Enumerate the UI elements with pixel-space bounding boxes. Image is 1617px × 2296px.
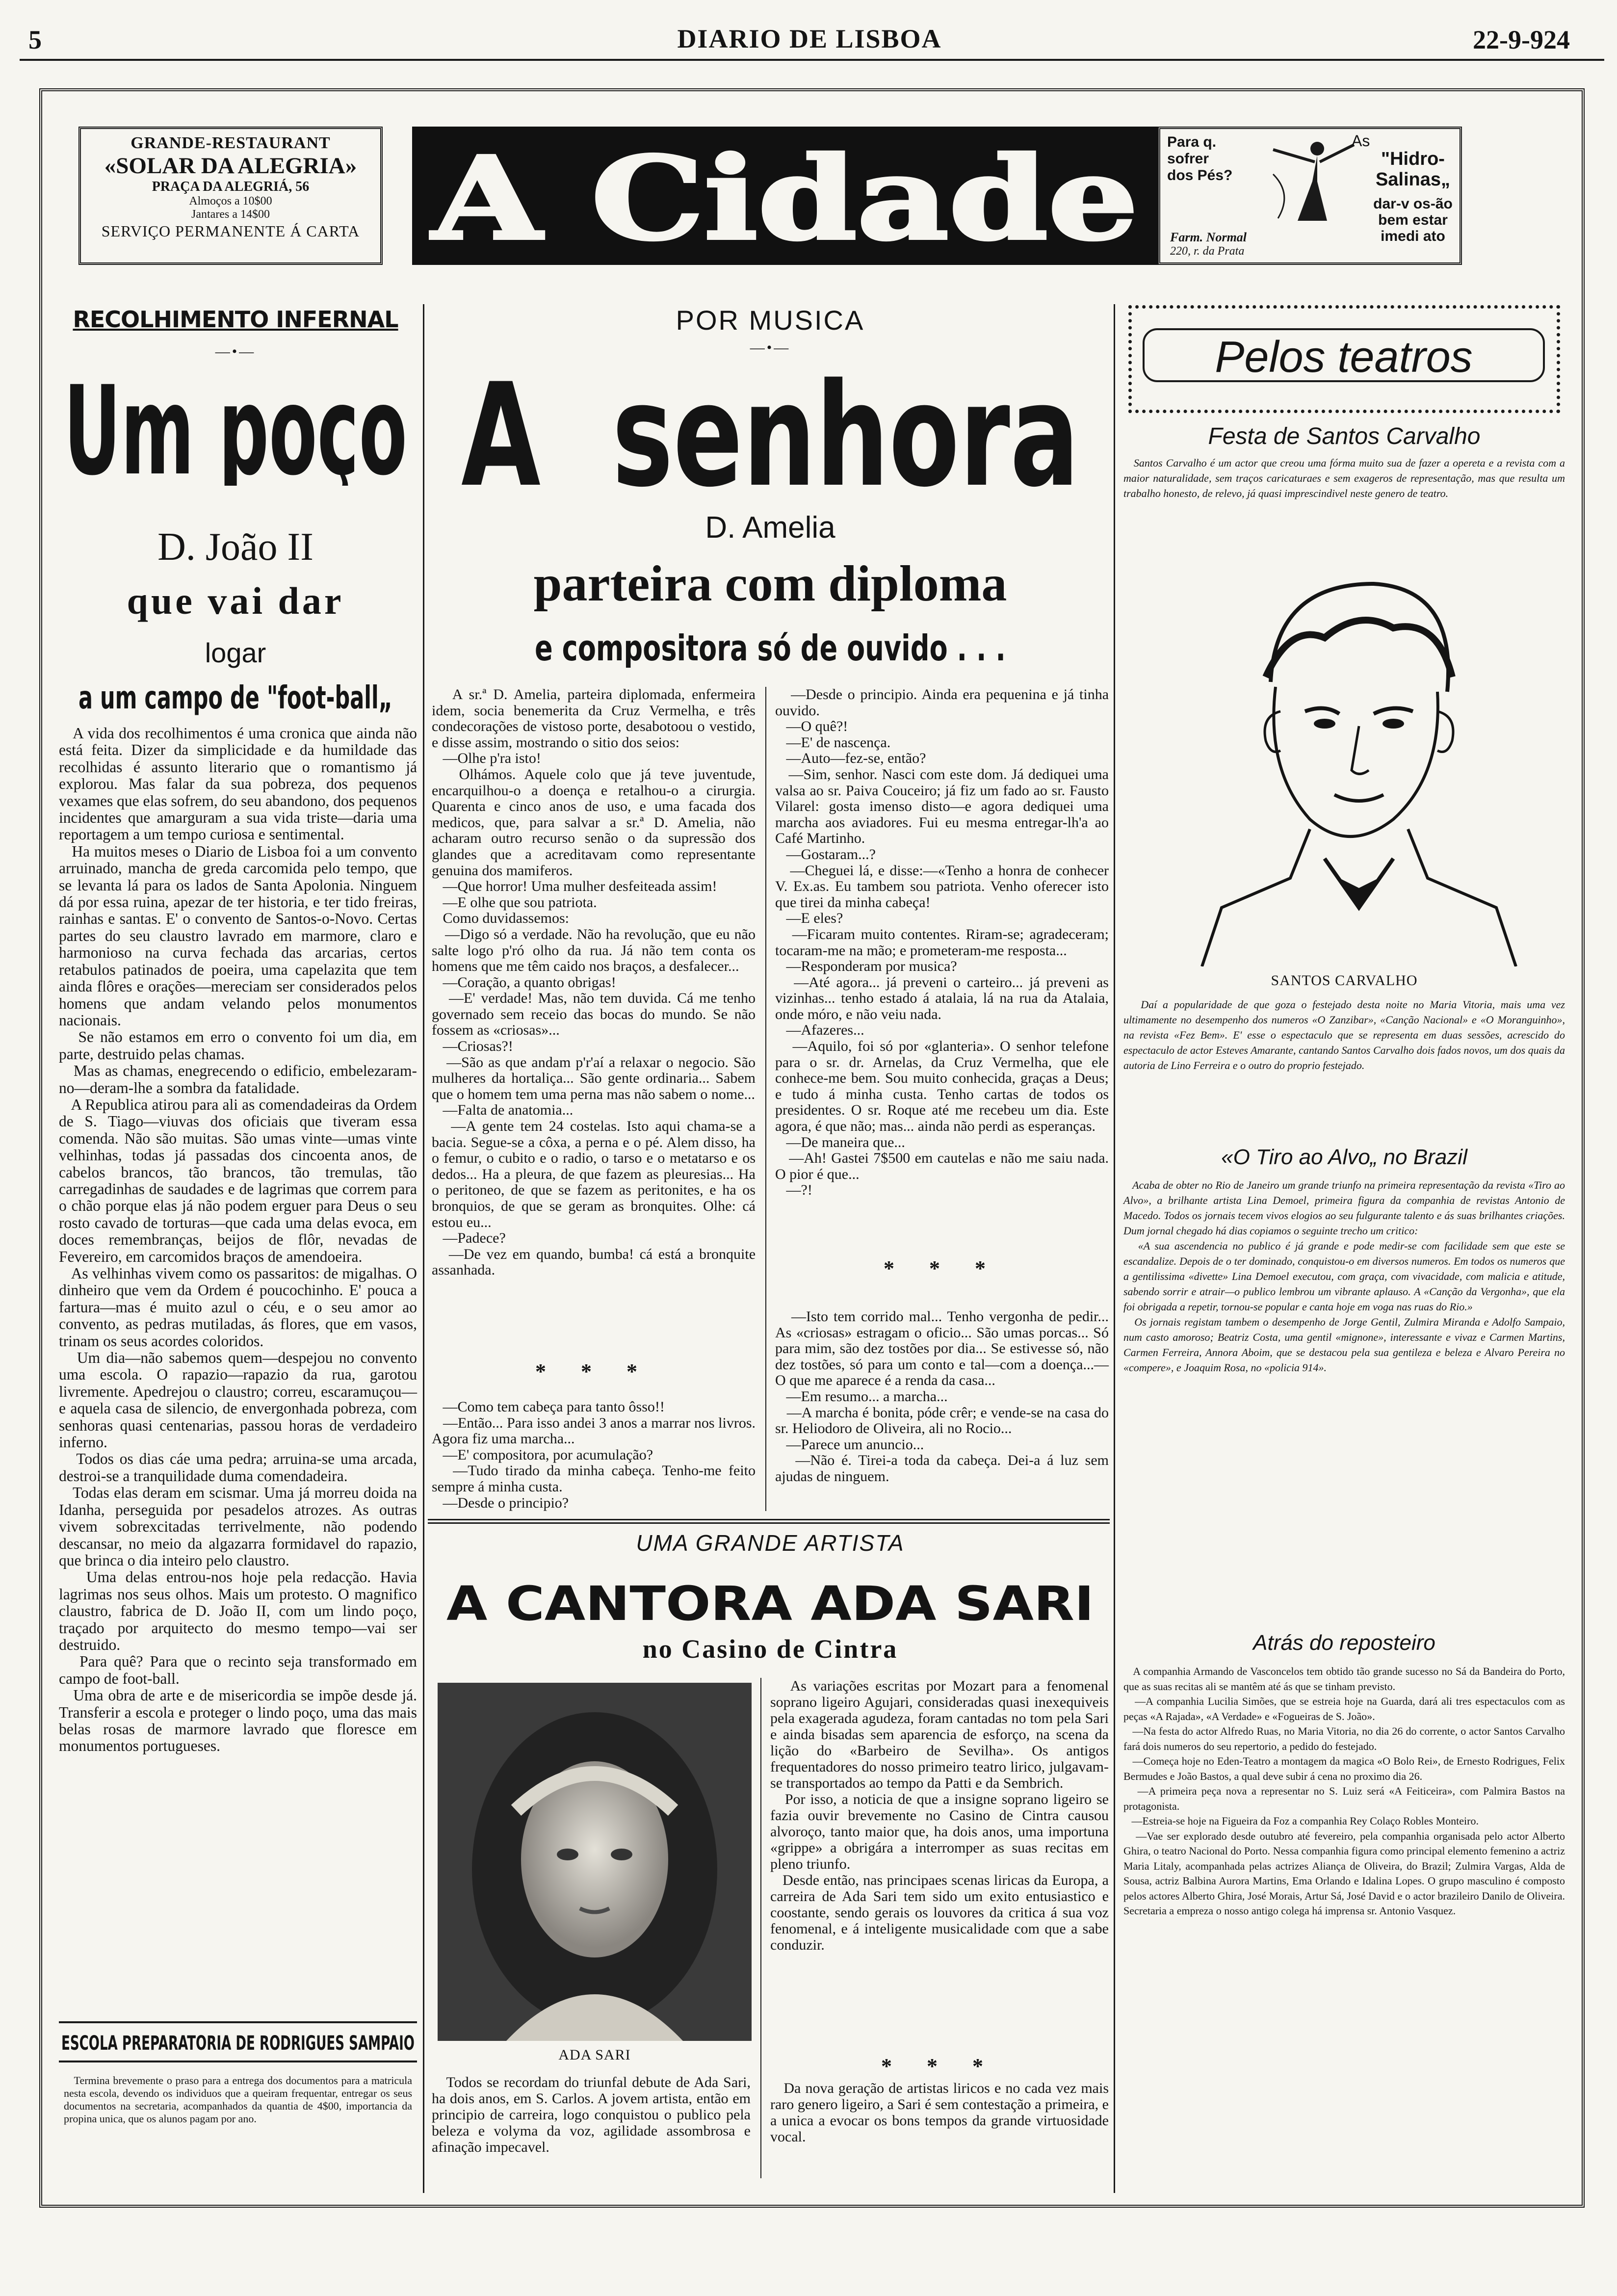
col1-body: A vida dos recolhimentos é uma cronica que ainda não está feita. Dizer da simplicidade e da humildade das recolhidas é assunto literario que o romantismo já explorou. Mas falar da sua pobreza, dos pequenos vexames que elas sofrem, do seu abandono, dos pequenos incidentes que amarguram a sua vida triste—daria uma reportagem a um tempo curiosa e sentimental. Ha muitos meses o Diario de Lisboa foi a um convento arruinado, mancha de greda carcomida pelo tempo, que se levanta lá para os lados de Santa Apolonia. Ninguem dá por essa ruina, apezar de ter historia, e ter tido freiras, rainhas e santas. E' o convento de Santos-o-Novo. Certas partes do seu claustro lavrado em marmore, claro e harmonioso na curva fechada das arcarias, certos retabulos patinados de poeira, uma capelazita que tem ainda flôres e orações—mereciam ser considerados pelos homens que andam velando pelos monumentos nacionais. Se não estamos em erro o convento foi um dia, em parte, destruido pelas chamas. Mas as chamas, enegrecendo o edificio, embelezaram-no—deram-lhe a sombra da fatalidade. A Republica atirou para ali as comendadeiras da Ordem de S. Tiago—viuvas dos oficiais que tiveram essa comenda. Não são muitas. São umas vinte—umas vinte velhinhas, todas já passadas dos cincoenta anos, de cabelos brancos, tão brancos, tão tremulas, tão carregadinhas de saudades e de lagrimas que correm para o chão porque elas já não podem erguer para Deus o seu rosto cavado de torturas—que cada uma delas evoca, em doces remembranças, beijos de flôr, nevadas de Fevereiro, em carcomidos braços de amendoeira. As velhinhas vivem como os passaritos: de migalhas. O dinheiro que vem da Ordem é poucochinho. E' pouca a fartura—mas é muito azul o céu, e o seu amor ao convento, as pedras mutiladas, ás flores, que em vasos, trinam os seus acordes coloridos. Um dia—não sabemos quem—despejou no convento uma escola. O rapazio—rapazio da rua, garotou livremente. Apedrejou o claustro; correu, escaramuçou—e aquela casa de silencio, de envergonhada pobreza, com senhoras quasi centenarias, passou horas de verdadeiro inferno. Todos os dias cáe uma pedra; arruina-se uma arcada, destroi-se a tranquilidade duma comendadeira. Todas elas deram em scismar. Uma já morreu doida na Idanha, perseguida por pesadelos atrozes. As outras vivem sobrexcitadas terrivelmente, não podendo descansar, no meio da algazarra formidavel do rapazio, que brinca o dia inteiro pelo claustro. Uma delas entrou-nos hoje pela redacção. Havia lagrimas nos seus olhos. Mais um protesto. O magnifico claustro, fabrica de D. João II, com um lindo poço, traçado por arquitecto do mesmo tempo—vai ser destruido. Para quê? Para que o recinto seja transformado em campo de foot-ball. Uma obra de arte e de misericordia se impõe desde já. Transferir a escola e proteger o lindo poço, uma das mais belas rosas de marmore lavrado que floresce em monumentos portugueses. [59, 725, 417, 1755]
theatre-s1-title: Festa de Santos Carvalho [1208, 423, 1481, 449]
hydro-q3: dos Pés? [1167, 167, 1233, 183]
restaurant-line1: GRANDE-RESTAURANT [130, 134, 331, 152]
column-rule-1 [423, 304, 424, 2193]
artist-stars: * * * [881, 2054, 998, 2078]
restaurant-ad [78, 127, 383, 265]
col2-stars-left: * * * [535, 1359, 652, 1383]
artist-right-body: As variações escritas por Mozart para a fenomenal soprano ligeiro Agujari, consideradas quasi inexequiveis pela exagerada agudeza, foram cantadas no tom pela Sari e ainda bisadas sem aparencia de esforço, na scena da lição do «Barbeiro de Sevilha». Os antigos frequentadores do nosso primeiro teatro lirico, julgavam-se transportados ao tempo da Patti e da Sembrich. Por isso, a noticia de que a insigne soprano ligeiro se fazia ouvir brevemente no Casino de Cintra causou alvoroço, tanto maior que, ha dois anos, uma importuna «grippe» a obrigára a interromper as suas recitas em pleno triunfo. Desde então, nas principaes scenas liricas da Europa, a carreira de Ada Sari tem sido um exito entusiastico e coostante, sendo gerais os louvores da critica á sua voz fenomenal, e á inteligente musicalidade com que a sabe conduzir. [770, 1678, 1109, 1953]
col2-stars-right: * * * [884, 1256, 1000, 1280]
svg-text:Um poço: Um poço [64, 363, 407, 486]
theatre-section-title: Pelos teatros [1143, 328, 1545, 382]
restaurant-dinner: Jantares a 14$00 [191, 208, 270, 221]
col2-sub3 [432, 625, 1109, 669]
col1-notice-title [56, 2027, 419, 2057]
col2-flourish: —•— [750, 339, 791, 356]
hydro-q2: sofrer [1167, 151, 1209, 167]
col2-right-body-2: —Isto tem corrido mal... Tenho vergonha de pedir... As «criosas» estragam o oficio... São umas porcas... Só para mim, são dez tostões por dia... Se estivesse só, não dez tostões, só para um conto e tal—com a doença...—O que me aparece é a renda da casa... —Em resumo... a marcha... —A marcha é bonita, póde crêr; e vende-se na casa do sr. Heliodoro de Oliveira, ali no Rocio... —Parece um anuncio... —Não é. Tirei-a toda da cabeça. Dei-a á luz sem ajudas de ninguem. [775, 1308, 1109, 1485]
artist-headline [432, 1575, 1109, 1629]
hydro-question [1167, 134, 1246, 184]
col1-notice-rule-2 [59, 2061, 417, 2062]
hydro-pharmacy: Farm. Normal [1170, 230, 1247, 244]
artist-left-body: Todos se recordam do triunfal debute de Ada Sari, ha dois anos, em S. Carlos. A jovem artista, então em principio de carreira, logo conquistou o publico pela beleza e volyma da voz, agilidade assombrosa e afinação impecavel. [432, 2074, 755, 2155]
masthead-title [412, 127, 1158, 265]
col1-notice-body: Termina brevemente o praso para a entrega dos documentos para a matricula nesta escola, devendo os individuos que a queiram frequentar, entregar os seus documentos na secretaria, acompanhados da quantia de 4$00, importancia da propina unica, que os alunos pagam por ano. [64, 2074, 415, 2125]
artist-kicker: UMA GRANDE ARTISTA [636, 1530, 905, 1556]
svg-text:e compositora só de ouvido . .: e compositora só de ouvido . . . [535, 627, 1006, 669]
artist-photo-caption: ADA SARI [558, 2047, 631, 2063]
col2-right-body: —Desde o principio. Ainda era pequenina e já tinha ouvido. —O quê?! —E' de nascença. —Auto—fez-se, então? —Sim, senhor. Nasci com este dom. Já dediquei uma valsa ao sr. Paiva Couceiro; já fiz um fado ao sr. Fausto Vilarel: gosta imenso disto—e agora dediquei uma marcha aos aviadores. Fui eu mesma entregar-lh'a ao Café Martinho. —Gostaram...? —Cheguei lá, e disse:—«Tenho a honra de conhecer V. Ex.as. Eu tambem sou patriota. Venho oferecer isto que tirei da minha cabeça! —E eles? —Ficaram muito contentes. Riram-se; agradeceram; tocaram-me na mão; e prometeram-me resposta... —Responderam por musica? —Até agora... já preveni o carteiro... já preveni as vizinhas... tenho estado á atalaia, lá na rua da Atalaia, onde móro, e não veiu nada. —Afazeres... —Aquilo, foi só por «glanteria». O senhor telefone para o sr. dr. Arnelas, da Cruz Vermelha, que ele conhece-me bem. Sou muito conhecida, graças a Deus; e tudo á minha custa. Tenho cartas de todos os presidentes. O sr. Roque até me recebeu um dia. Este agora, é que não; mas... ainda não perdi as esperanças. —De maneira que... —Ah! Gastei 7$500 em cautelas e não me saiu nada. O pior é que... —?! [775, 686, 1109, 1199]
restaurant-service: SERVIÇO PERMANENTE Á CARTA [101, 222, 360, 240]
col2-headline [432, 358, 1109, 496]
paper-name: DIARIO DE LISBOA [677, 24, 942, 53]
theatre-s2-body: Acaba de obter no Rio de Janeiro um grande triunfo na primeira representação da revista «Tiro ao Alvo», a brilhante artista Lina Demoel, primeira figura da companhia de revistas Antonio de Macedo. Todos os jornais tecem vivos elogios ao seu fulgurante talento e ás suas brilhantes criações. Dum jornal chegado há dias copiamos o seguinte trecho um critico: «A sua ascendencia no publico é já grande e pode medir-se com facilidade sem que este se escandalize. Depois de o ter dominado, conquistou-o em diversos numeros. Em todos os numeros que a gentilissima «divette» Lina Demoel executou, com graça, com vivacidade, com malicia e atitude, sabendo sorrir e atrair—o publico lembrou um vibrante aplauso. A «Canção da Vergonha», que ela foi obrigada a repetir, tornou-se popular e canta hoje em voga nas ruas do Rio.» Os jornais registam tambem o desempenho de Jorge Gentil, Zulmira Miranda e Adolfo Sampaio, num casto amoroso; Beatriz Costa, uma gentil «mignone», interessante e vivaz e Carmen Martins, Carmen Ferreira, Annora Aboim, que se destacou pela sua gentileza e beleza e Alvaro Pereira no «compere», e Joaquim Rosa, no «policia 914». [1123, 1179, 1565, 1374]
restaurant-name: «SOLAR DA ALEGRIA» [104, 153, 357, 179]
artist-sub: no Casino de Cintra [642, 1634, 898, 1664]
col2-kicker: POR MUSICA [676, 305, 865, 336]
col1-notice-rule [59, 2021, 417, 2023]
theatre-s1-body-2: Daí a popularidade de que goza o festejado desta noite no Maria Vitoria, mais uma vez ultimamente no desempenho dos numeros «O Zanzibar», «Canção Nacional» e «O Moranguinho», na revista «Fez Bem». E' esse o espectaculo que se representa em duas sessões, acrescido do espectaculo de actor Esteves Amarante, cantando Santos Carvalho dois fados novos, um dos quais da autoria de Lino Ferreira e o outro do proprio festejado. [1123, 998, 1568, 1071]
issue-date: 22-9-924 [1473, 25, 1570, 54]
column-rule-2 [1114, 304, 1115, 2193]
artist-mid-rule [760, 1678, 761, 2178]
col2-sub1: D. Amelia [705, 511, 835, 545]
col1-sub4 [54, 678, 417, 717]
santos-carvalho-portrait [1163, 564, 1536, 966]
col1-kicker: RECOLHIMENTO INFERNAL [73, 306, 398, 333]
svg-text:A CANTORA ADA SARI: A CANTORA ADA SARI [446, 1576, 1094, 1629]
theatre-s1-body: Santos Carvalho é um actor que creou uma fórma muito sua de fazer a opereta e a revista com a maior naturalidade, sem traços caricaturaes e sem exageros de representação, mas que resulta um trabalho honesto, de relevo, já quasi imprescindivel neste genero de teatro. [1123, 457, 1568, 499]
svg-text:A senhora: A senhora [461, 358, 1079, 496]
artist-right-body-2: Da nova geração de artistas liricos e no cada vez mais raro genero ligeiro, a Sari é sem contestação a primeira, e a unica a evocar os bons tempos da grande virtuosidade vocal. [770, 2080, 1113, 2145]
hydro-q1: Para q. [1167, 134, 1217, 150]
restaurant-lunch: Almoços a 10$00 [189, 195, 272, 208]
col2-left-body: A sr.ª D. Amelia, parteira diplomada, enfermeira idem, socia benemerita da Cruz Vermelha, e três condecorações de vistoso porte, desabotoou o vestido, e disse assim, mostrando o sitio dos seios: —Olhe p'ra isto! Olhámos. Aquele colo que já teve juventude, encarquilhou-o a doença e retalhou-o a cirurgia. Quarenta e cinco anos de uso, e uma facada dos medicos, que, para salvar a sr.ª D. Amelia, não acharam outro recurso senão o da supressão dos glandes que a acreditavam como representante genuina dos mamiferos. —Que horror! Uma mulher desfeiteada assim! —E olhe que sou patriota. Como duvidassemos: —Digo só a verdade. Não ha revolução, que eu não salte logo p'ró olho da rua. Já não tem conta os homens que me têm caido nos braços, a desfalecer... —Coração, a quanto obrigas! —E' verdade! Mas, não tem duvida. Cá me tenho governado sem receio das bocas do mundo. Se não fossem as «criosas»... —Criosas?! —São as que andam p'r'aí a relaxar o negocio. São mulheres da hortaliça... São gente ordinaria... Sabem que o homem tem uma perna mas não sabem o nome... —Falta de anatomia... —A gente tem 24 costelas. Isto aqui chama-se a bacia. Segue-se a côxa, a perna e o pé. Alem disso, ha o femur, o cubito e o radio, o tarso e o metatarso e os dedos... Ha a pleura, de que fazem as pleuresias... Ha o peritoneo, de que se fazem as peritonites, e ha os bronquios, de que se geram as bronquites. Olhe: cá estou eu... —Padece? —De vez em quando, bumba! cá está a bronquite assanhada. [432, 686, 756, 1278]
hydro-pharmacy-address: 220, r. da Prata [1170, 245, 1245, 258]
santos-carvalho-caption: SANTOS CARVALHO [1271, 972, 1418, 989]
header-rule [20, 59, 1604, 61]
theatre-s2-title: «O Tiro ao Alvo„ no Brazil [1221, 1145, 1467, 1169]
hydro-claim: dar-v os-ão bem estar imedi ato [1373, 196, 1453, 244]
col1-sub1: D. João II [157, 525, 313, 569]
col1-sub2: que vai dar [127, 579, 344, 622]
masthead-ad [412, 127, 1158, 265]
hydro-as: As [1352, 132, 1370, 150]
col1-flourish: —•— [215, 343, 256, 360]
theatre-s3-body: A companhia Armando de Vasconcelos tem obtido tão grande sucesso no Sá da Bandeira do Porto, que as suas recitas ali se mantêm até ás que se tinham previsto. —A companhia Lucilia Simões, que se estreia hoje na Guarda, dará ali tres espectaculos com as peças «A Rajada», «A Verdade» e «Fogueiras de S. João». —Na festa do actor Alfredo Ruas, no Maria Vitoria, no dia 26 do corrente, o actor Santos Carvalho fará dois numeros do seu repertorio, a pedido do festejado. —Começa hoje no Eden-Teatro a montagem da magica «O Bolo Rei», de Ernesto Rodrigues, Felix Bermudes e João Bastos, a qual deve subir á cena no proximo dia 26. —A primeira peça nova a representar no S. Luiz será «A Feiticeira», com Palmira Bastos na protagonista. —Estreia-se hoje na Figueira da Foz a companhia Rey Colaço Robles Monteiro. —Vae ser explorado desde outubro até fevereiro, pela companhia organisada pelo actor Alberto Ghira, o teatro Nacional do Porto. Nessa companhia figura como principal elemento femenino a actriz Maria Litaly, acompanhada pelas actrizes Aliança de Oliveira, do Brazil; Zulmira Vargas, Alda de Sousa, actriz Balbina Aurora Martins, Ema Orlando e Idalina Lopes. O grupo masculino é composto pelos actores Alberto Ghira, José Morais, Artur Sá, José David e o actor brazileiro Danilo de Oliveira. Secretaria a empreza o nosso antigo colega há imprensa sr. Antonio Vasquez. [1123, 1665, 1565, 1917]
dancer-illustration [1244, 135, 1366, 228]
svg-text:a um campo de "foot-ball„: a um campo de "foot-ball„ [78, 680, 392, 716]
restaurant-address: PRAÇA DA ALEGRIÁ, 56 [152, 179, 310, 194]
svg-text:A Cidade: A Cidade [430, 131, 1138, 265]
col1-sub3: logar [205, 637, 266, 668]
col1-headline [54, 363, 417, 486]
col2-sub2: parteira com diploma [533, 555, 1007, 612]
theatre-s3-title: Atrás do reposteiro [1253, 1631, 1435, 1655]
page-number: 5 [28, 25, 42, 54]
hydro-ad [1158, 127, 1462, 265]
artist-photo [438, 1683, 752, 2041]
col2-left-body-2: —Como tem cabeça para tanto ôsso!! —Então... Para isso andei 3 anos a marrar nos livros. Agora fiz uma marcha... —E' compositora, por acumulação? —Tudo tirado da minha cabeça. Tenho-me feito sempre á minha custa. —Desde o principio? [432, 1399, 756, 1511]
col2-mid-rule [765, 687, 766, 1511]
theatre-section-box [1128, 305, 1560, 413]
svg-text:ESCOLA PREPARATORIA DE RODRIGU: ESCOLA PREPARATORIA DE RODRIGUES SAMPAIO [61, 2032, 415, 2055]
artist-separator [428, 1519, 1110, 1524]
hydro-product: "Hidro- Salinas„ [1375, 149, 1451, 190]
